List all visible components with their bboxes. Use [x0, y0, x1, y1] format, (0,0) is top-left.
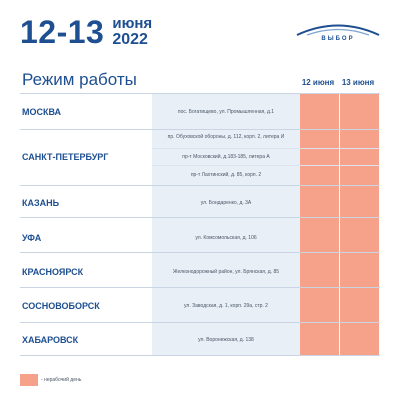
row-divider: [20, 252, 380, 253]
logo-text: ВЫБОР: [321, 36, 355, 42]
address-khabarovsk: ул. Воронежская, д. 138: [198, 337, 254, 343]
city-krasnoyarsk: КРАСНОЯРСК: [22, 267, 84, 277]
address-krasnoyarsk: Железнодорожный район, ул. Брянская, д. 85: [172, 269, 280, 275]
city-kazan: КАЗАНЬ: [22, 198, 60, 208]
address-moscow: пос. Богатищево, ул. Промышленная, д.1: [177, 109, 275, 115]
city-khabarovsk: ХАБАРОВСК: [22, 335, 79, 345]
vybor-logo: [293, 22, 383, 48]
address-panel: [152, 93, 300, 355]
address-spb-3: пр-т Лахтинский, д. 85, корп. 2: [190, 172, 262, 178]
row-divider: [20, 355, 380, 356]
column-header-13-june: 13 июня: [341, 78, 375, 87]
address-spb-2: пр-т Московский, д.183-185, литера А: [182, 154, 270, 160]
row-divider: [20, 129, 380, 130]
address-spb-1: пр. Обуховской обороны, д. 112, корп. 2, литера И: [167, 134, 285, 140]
nonworking-column-13-june: [340, 93, 379, 355]
row-subdivider: [152, 148, 380, 149]
city-moscow: МОСКВА: [22, 107, 62, 117]
page-title: Режим работы: [22, 70, 137, 89]
column-divider: [339, 93, 340, 355]
city-saint-petersburg: САНКТ-ПЕТЕРБУРГ: [22, 152, 109, 162]
row-divider: [20, 322, 380, 323]
column-header-12-june: 12 июня: [301, 78, 335, 87]
city-sosnovoborsk: СОСНОВОБОРСК: [22, 301, 100, 311]
row-divider: [20, 93, 380, 94]
row-subdivider: [152, 165, 380, 166]
address-sosnovoborsk: ул. Заводская, д. 1, корп. 29а, стр. 2: [184, 303, 268, 309]
row-divider: [20, 217, 380, 218]
date-header: [20, 12, 152, 52]
nonworking-column-12-june: [300, 93, 339, 355]
address-kazan: ул. Бондаренко, д. 3А: [200, 200, 252, 206]
month-year: [112, 16, 152, 48]
address-ufa: ул. Комсомольская, д. 106: [195, 235, 257, 241]
legend-swatch: [20, 374, 38, 386]
city-ufa: УФА: [22, 233, 42, 243]
row-divider: [20, 287, 380, 288]
row-divider: [20, 185, 380, 186]
legend-label: - нерабочий день: [41, 377, 82, 383]
year-label: 2022: [112, 31, 148, 48]
month-label: июня: [112, 15, 153, 32]
date-range: 12-13: [20, 13, 105, 50]
